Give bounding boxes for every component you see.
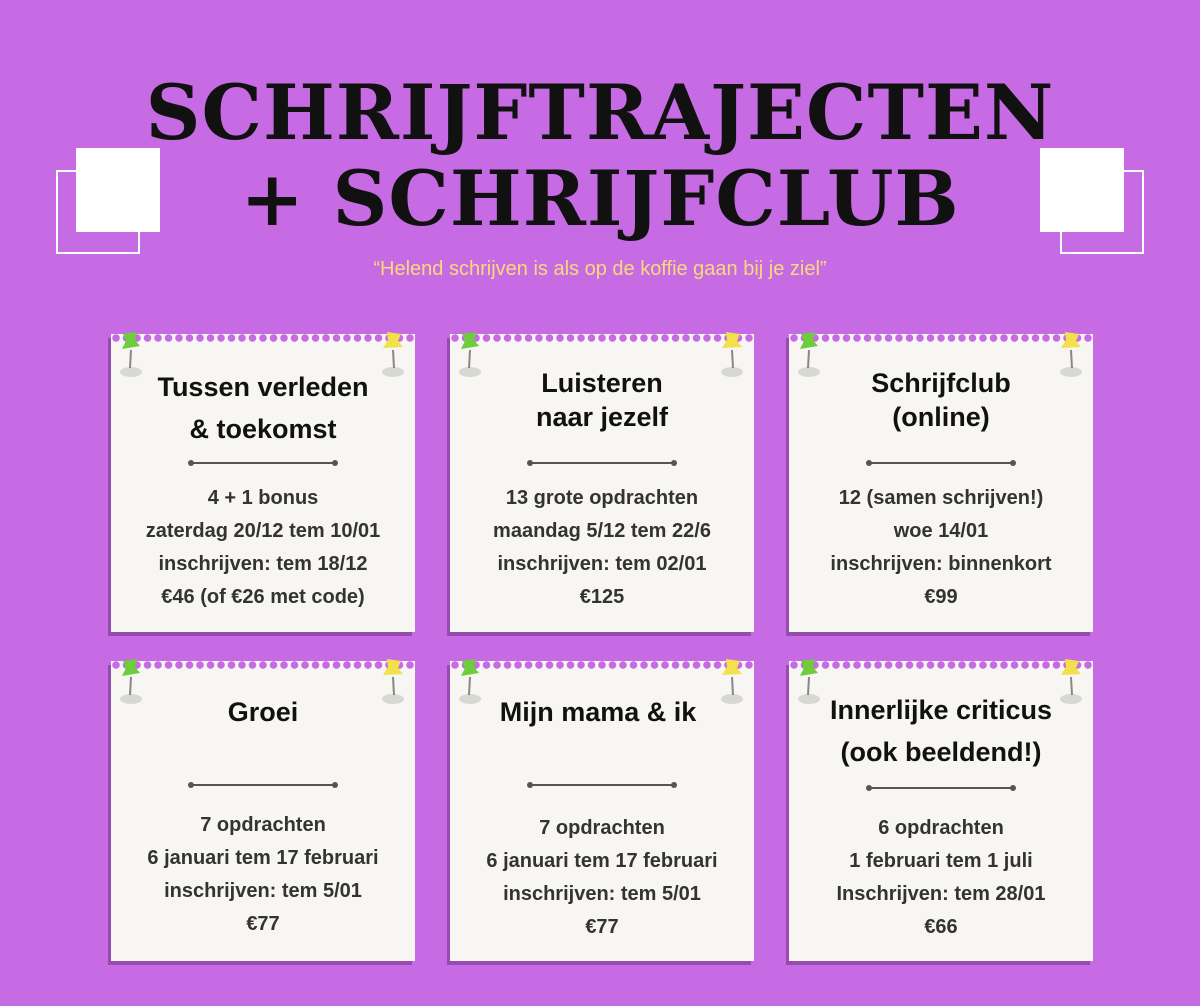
card-detail-line: woe 14/01 xyxy=(893,520,989,542)
card-details xyxy=(450,482,754,614)
card-detail-line: €125 xyxy=(579,586,625,608)
card-detail-line: 6 januari tem 17 februari xyxy=(147,847,379,869)
card-divider xyxy=(868,462,1014,464)
card-title: Schrijfclub (online) xyxy=(871,368,1011,432)
card-title: Mijn mama & ik xyxy=(499,697,697,727)
card-detail-line: Inschrijven: tem 28/01 xyxy=(836,883,1046,905)
card-detail-line: €77 xyxy=(246,913,280,935)
card-mijn-mama xyxy=(450,661,754,961)
card-title: Tussen verleden & toekomst xyxy=(157,372,369,444)
card-detail-line: inschrijven: tem 5/01 xyxy=(164,880,362,902)
card-divider xyxy=(190,462,336,464)
card-detail-line: inschrijven: binnenkort xyxy=(830,553,1052,575)
torn-edge xyxy=(789,661,1093,675)
card-divider xyxy=(190,784,336,786)
card-luisteren xyxy=(450,334,754,632)
card-details xyxy=(111,482,415,614)
card-detail-line: inschrijven: tem 02/01 xyxy=(497,553,707,575)
card-detail-line: 6 januari tem 17 februari xyxy=(486,850,718,872)
page-title-line2: + SCHRIJFCLUB xyxy=(240,154,960,243)
torn-edge xyxy=(450,334,754,348)
torn-edge xyxy=(450,661,754,675)
card-detail-line: 7 opdrachten xyxy=(200,814,326,836)
card-detail-line: zaterdag 20/12 tem 10/01 xyxy=(145,520,381,542)
card-divider xyxy=(868,787,1014,789)
card-detail-line: 12 (samen schrijven!) xyxy=(838,487,1044,509)
card-tussen-verleden xyxy=(111,334,415,632)
card-detail-line: maandag 5/12 tem 22/6 xyxy=(493,520,711,542)
card-details xyxy=(789,812,1093,944)
card-detail-line: 1 februari tem 1 juli xyxy=(849,850,1033,872)
card-groei xyxy=(111,661,415,961)
card-detail-line: €99 xyxy=(924,586,958,608)
card-schrijfclub xyxy=(789,334,1093,632)
card-divider xyxy=(529,462,675,464)
card-title: Innerlijke criticus (ook beeldend!) xyxy=(829,695,1053,767)
card-detail-line: 4 + 1 bonus xyxy=(207,487,319,509)
card-detail-line: €66 xyxy=(924,916,958,938)
card-innerlijke-criticus xyxy=(789,661,1093,961)
card-detail-line: €46 (of €26 met code) xyxy=(161,586,365,608)
card-details xyxy=(111,809,415,941)
page-title-line1: SCHRIJFTRAJECTEN xyxy=(145,68,1055,157)
card-detail-line: inschrijven: tem 5/01 xyxy=(503,883,701,905)
card-title: Luisteren naar jezelf xyxy=(535,368,669,432)
card-details xyxy=(789,482,1093,614)
card-title: Groei xyxy=(227,697,299,727)
torn-edge xyxy=(111,334,415,348)
card-divider xyxy=(529,784,675,786)
card-details xyxy=(450,812,754,944)
card-detail-line: 13 grote opdrachten xyxy=(505,487,699,509)
card-detail-line: 7 opdrachten xyxy=(539,817,665,839)
card-detail-line: inschrijven: tem 18/12 xyxy=(158,553,368,575)
torn-edge xyxy=(111,661,415,675)
quote: “Helend schrijven is als op de koffie gaan bij je ziel” xyxy=(373,258,827,280)
torn-edge xyxy=(789,334,1093,348)
card-detail-line: 6 opdrachten xyxy=(878,817,1004,839)
card-detail-line: €77 xyxy=(585,916,619,938)
